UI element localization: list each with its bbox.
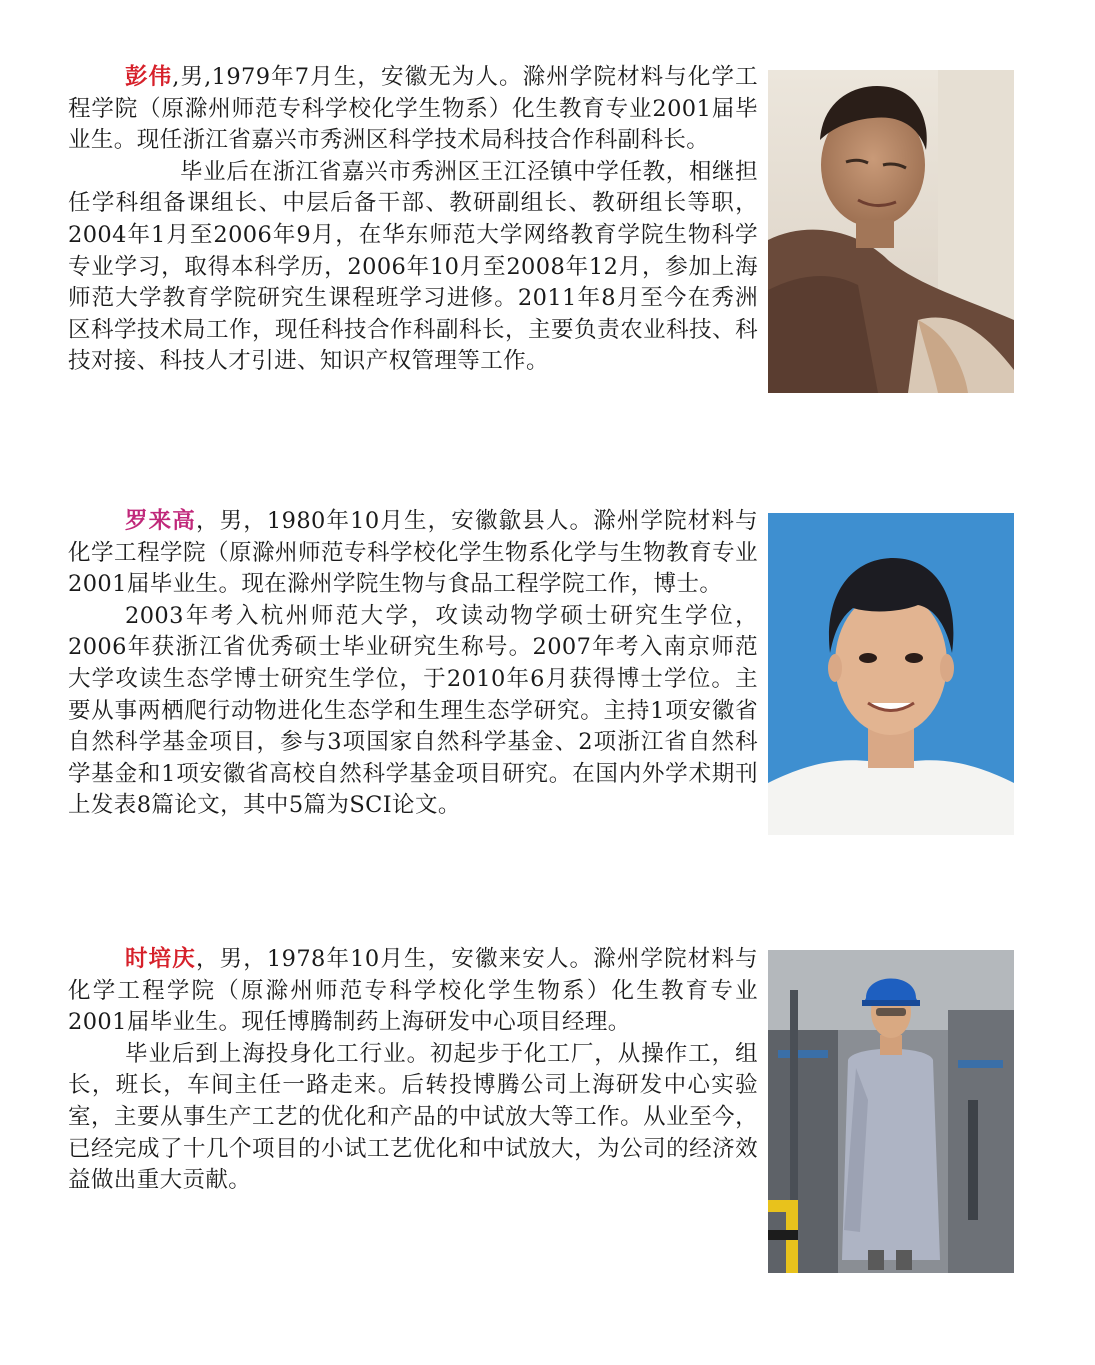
photo-peng-wei bbox=[768, 70, 1014, 393]
intro-text: ，男，1978年10月生，安徽来安人。滁州学院材料与化学工程学院（原滁州师范专科学校化学生物系）化生教育专业2001届毕业生。现任博腾制药上海研发中心项目经理。 bbox=[68, 946, 758, 1036]
profile-text bbox=[68, 506, 758, 822]
profile-body: 2003年考入杭州师范大学，攻读动物学硕士研究生学位，2006年获浙江省优秀硕士毕业研究生称号。2007年考入南京师范大学攻读生态学博士研究生学位，于2010年6月获得博士学位。主要从事两栖爬行动物进化生态学和生理生态学研究。主持1项安徽省自然科学基金项目，参与3项国家自然科学基金、2项浙江省自然科学基金和1项安徽省高校自然科学基金项目研究。在国内外学术期刊上发表8篇论文，其中5篇为SCI论文。 bbox=[68, 602, 758, 819]
portrait-image bbox=[768, 950, 1014, 1273]
profile-body: 毕业后到上海投身化工行业。初起步于化工厂，从操作工，组长，班长，车间主任一路走来。后转投博腾公司上海研发中心实验室，主要从事生产工艺的优化和产品的中试放大等工作。从业至今，已经完成了十几个项目的小试工艺优化和中试放大，为公司的经济效益做出重大贡献。 bbox=[68, 1040, 758, 1194]
photo-shi-pei-qing bbox=[768, 950, 1014, 1273]
profile-intro bbox=[68, 506, 758, 601]
person-name: 彭伟 bbox=[125, 64, 173, 90]
profile-text bbox=[68, 944, 758, 1197]
profile-intro bbox=[68, 62, 758, 157]
intro-text: ,男,1979年7月生，安徽无为人。滁州学院材料与化学工程学院（原滁州师范专科学校化学生物系）化生教育专业2001届毕业生。现任浙江省嘉兴市秀洲区科学技术局科技合作科副科长。 bbox=[68, 64, 758, 154]
profile-intro bbox=[68, 944, 758, 1039]
portrait-image bbox=[768, 70, 1014, 393]
profile-text bbox=[68, 62, 758, 378]
profile-body: 毕业后在浙江省嘉兴市秀洲区王江泾镇中学任教，相继担任学科组备课组长、中层后备干部、教研副组长、教研组长等职，2004年1月至2006年9月，在华东师范大学网络教育学院生物科学专业学习，取得本科学历，2006年10月至2008年12月，参加上海师范大学教育学院研究生课程班学习进修。2011年8月至今在秀洲区科学技术局工作，现任科技合作科副科长，主要负责农业科技、科技对接、科技人才引进、知识产权管理等工作。 bbox=[68, 158, 758, 375]
person-name: 时培庆 bbox=[125, 946, 196, 972]
intro-text: ，男，1980年10月生，安徽歙县人。滁州学院材料与化学工程学院（原滁州师范专科学校化学生物系化学与生物教育专业2001届毕业生。现在滁州学院生物与食品工程学院工作，博士。 bbox=[68, 508, 758, 598]
portrait-image bbox=[768, 513, 1014, 835]
photo-luo-lai-gao bbox=[768, 513, 1014, 835]
person-name: 罗来高 bbox=[125, 508, 196, 534]
